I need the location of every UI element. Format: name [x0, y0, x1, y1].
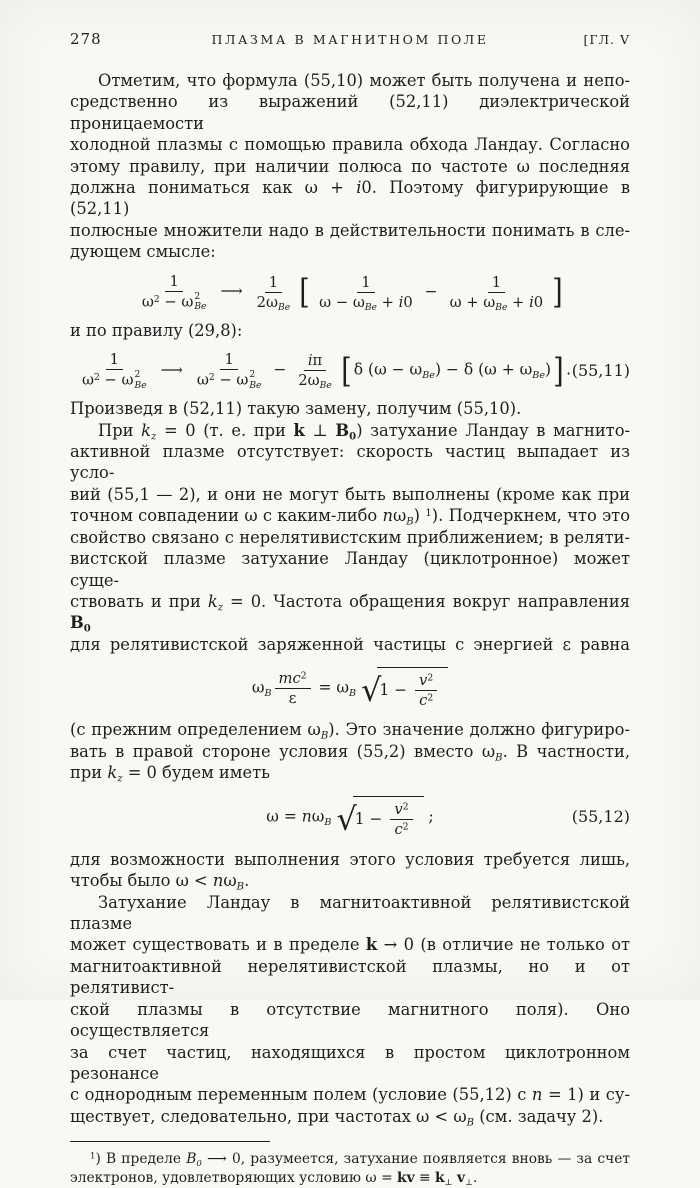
bracket: ] [553, 350, 564, 390]
paragraph-landau-damping [70, 892, 630, 1127]
text-line: дующем смысле: [70, 242, 216, 262]
fraction: 1 $\omega^2 - \omega$ 2 Be [82, 351, 147, 391]
text-line: ствовать и при $k_z = 0$. Частота обращения вокруг направления $B_0$ [70, 591, 630, 635]
paragraph-replace [70, 398, 630, 419]
fraction: $\frac{v^2}{c^2}$ [390, 800, 412, 839]
text-line: средственно из выражений (52,11) диэлектрической проницаемости [70, 92, 630, 133]
text-line: магнитоактивной нерелятивистской плазмы, но и от релятивист- [70, 956, 630, 998]
fraction: $\frac{i\pi}{2\omega_{Be}}$ [298, 352, 332, 392]
page-header [70, 30, 630, 48]
page-body [70, 70, 630, 1188]
text-line: вать в правой стороне условия (55,2) вместо $\omega_B$. В частности, [70, 741, 630, 764]
text-line: Произведя в (52,11) такую замену, получим (55,10). [70, 399, 522, 419]
arrow: ⟶ [220, 282, 243, 301]
formula-content: 1 $\omega^2 - \omega$ 2 Be ⟶ $\frac{1}{2\omega_{Be}}$ [ $\frac{1}{\omega - \omega_{Be} + i0}$ − $\frac{1}{\omega + \omega_{Be} + i0}$ ] [135, 272, 565, 313]
equation-number-55-11: (55,11) [571, 360, 630, 380]
formula-pole-expansion [70, 272, 630, 313]
formula-55-11 [70, 350, 630, 391]
text-line: вий (55,1 — 2), и они не могут быть выполнены (кроме как при [70, 484, 630, 504]
text-line: для возможности выполнения этого условия требуется лишь, [70, 849, 630, 869]
paragraph-previous-definition [70, 719, 630, 783]
text-line: полюсные множители надо в действительности понимать в сле- [70, 220, 630, 240]
paragraph-rule-29-8 [70, 320, 630, 341]
page-number: 278 [70, 30, 102, 48]
fraction: $\frac{1}{\omega - \omega_{Be} + i0}$ [319, 273, 413, 313]
text-line: и по правилу (29,8): [70, 320, 243, 340]
formula-content: $\omega_B$ $\frac{mc^2}{\varepsilon}$ = $\omega_B$ √ 1 − $\frac{v^2}{c^2}$ [252, 667, 448, 710]
paragraph-kz-zero [70, 420, 630, 655]
bracket: [ [299, 272, 310, 312]
fraction: $\frac{v^2}{c^2}$ [415, 671, 437, 710]
text-line: за счет частиц, находящихся в простом циклотронном резонансе [70, 1042, 630, 1083]
fraction: $\frac{mc^2}{\varepsilon}$ [275, 669, 311, 708]
chapter-label: [ГЛ. V [583, 32, 630, 47]
text-line: При $k_z = 0$ (т. е. при k ⊥ $B_0$) затухание Ландау в магнито- [98, 420, 630, 443]
text-line: свойство связано с нерелятивистским приближением; в реляти- [70, 527, 630, 547]
formula-content: $\omega = n\omega_B$ √ 1 − $\frac{v^2}{c^2}$ ; [266, 796, 433, 839]
square-root: √ 1 − $\frac{v^2}{c^2}$ [361, 667, 448, 710]
text-line: точном совпадении ω с каким-либо $n\omega_B$) $^1$). Подчеркнем, что это [70, 506, 630, 528]
fraction: $\frac{1}{2\omega_{Be}}$ [256, 273, 291, 313]
fraction: 1 $\omega^2 - \omega$ 2 Be [196, 351, 262, 391]
text-line: холодной плазмы с помощью правила обхода Ландау. Согласно [70, 135, 630, 155]
running-title: ПЛАЗМА В МАГНИТНОМ ПОЛЕ [211, 32, 489, 47]
formula-relativistic-frequency [70, 667, 630, 710]
text-line: с однородным переменным полем (условие (55,12) с n = 1) и су- [70, 1085, 630, 1105]
sup-sub-stack: 2 Be [134, 370, 147, 391]
text-line: ской плазмы в отсутствие магнитного поля). Оно осуществляется [70, 999, 630, 1041]
text-line: ществует, следовательно, при частотах $\omega < \omega_B$ (см. задачу 2). [70, 1106, 604, 1129]
arrow: ⟶ [160, 360, 183, 379]
text-line: Затухание Ландау в магнитоактивной релятивистской плазме [70, 892, 630, 934]
text-line: (с прежним определением $\omega_B$). Это значение должно фигуриро- [70, 720, 630, 742]
text-line: должна пониматься как ω + i0. Поэтому фигурирующие в (52,11) [70, 178, 630, 219]
equation-number-55-12: (55,12) [571, 807, 630, 827]
square-root: √ 1 − $\frac{v^2}{c^2}$ [336, 796, 423, 839]
fraction: $\frac{1}{\omega + \omega_{Be} + i0}$ [449, 273, 544, 313]
footnote-rule [70, 1141, 270, 1142]
fraction: 1 $\omega^2 - \omega$ 2 Be [141, 272, 207, 313]
bracket: ] [552, 272, 563, 312]
text-line: этому правилу, при наличии полюса по частоте ω последняя [70, 156, 630, 176]
paragraph-intro [70, 70, 630, 263]
text-line: чтобы было $\omega < n\omega_B$. [70, 871, 250, 893]
sup-sub-stack: 2 Be [249, 370, 262, 391]
text-line: активной плазме отсутствует: скорость частиц выпадает из усло- [70, 442, 630, 483]
text-line: вистской плазме затухание Ландау (циклотронное) может суще- [70, 549, 630, 590]
footnote [70, 1150, 630, 1188]
text-line: Отметим, что формула (55,10) может быть получена и непо- [98, 71, 630, 90]
text-line: при $k_z = 0$ будем иметь [70, 763, 270, 785]
text-line: может существовать и в пределе k → 0 (в отличие не только от [70, 935, 630, 955]
formula-content: 1 $\omega^2 - \omega$ 2 Be ⟶ 1 $\omega^2 - \omega$ 2 Be − $\frac{i\pi}{2\omega_{Be}}$ [ δ $(\omega - \omega_{Be}) - \delta$ $(\omega + \omega_{Be})$] . [75, 350, 571, 391]
bracket: [ [341, 350, 352, 390]
formula-55-12 [70, 796, 630, 839]
text-line: для релятивистской заряженной частицы с энергией ε равна [70, 634, 630, 654]
text-line: $^1$) В пределе $B_0$ ⟶ 0, разумеется, затухание появляется вновь — за счет [90, 1151, 630, 1170]
paragraph-condition [70, 849, 630, 892]
sup-sub-stack: 2 Be [194, 291, 207, 313]
text-line: электронов, удовлетворяющих условию ω = kv ≡ $k_\perp$ $v_\perp$. [70, 1170, 478, 1188]
